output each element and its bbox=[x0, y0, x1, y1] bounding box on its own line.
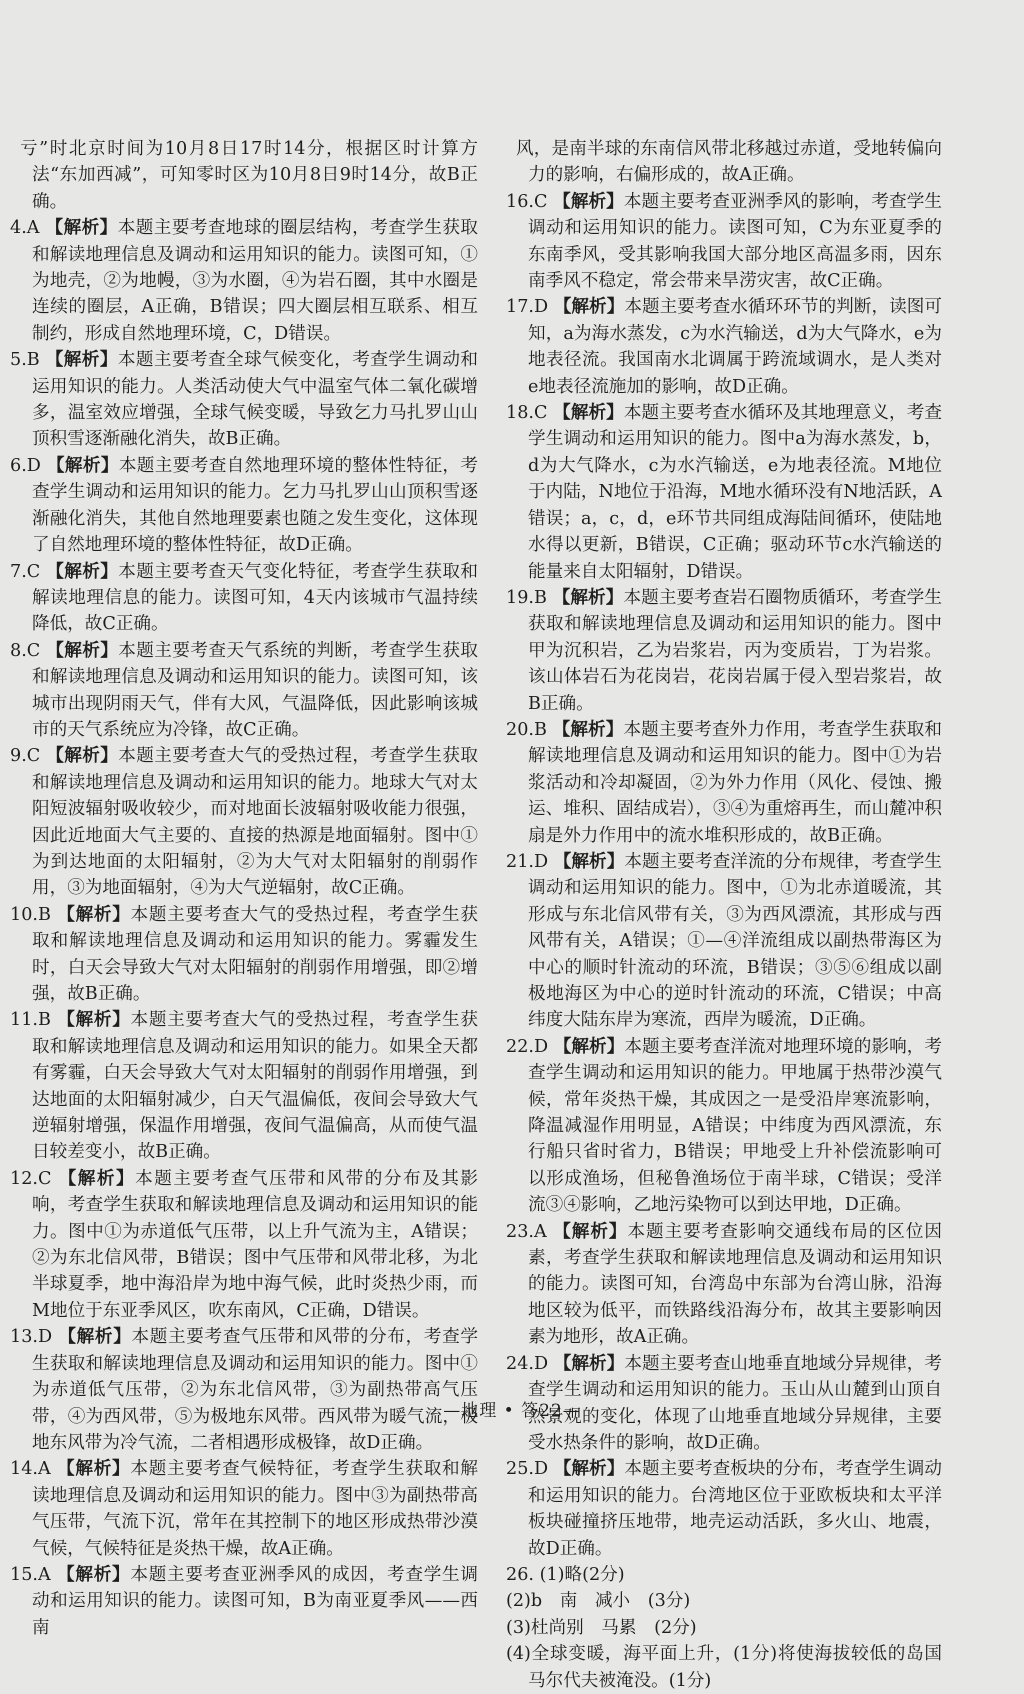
analysis-tag: 【解析】 bbox=[553, 1352, 625, 1374]
answer-text: 本题主要考查水循环及其地理意义，考查学生调动和运用知识的能力。图中a为海水蒸发，b，d为大气降水，c为水汽输送，e为地表径流。M地位于内陆，N地位于沿海，M地水循环没有N地活跃，A错误；a，c，d，e环节共同组成海陆间循环，使陆地水得以更新，B错误，C正确；驱动环节c水汽输送的能量来自太阳辐射，D错误。 bbox=[528, 403, 942, 582]
answer-item bbox=[506, 136, 942, 189]
analysis-tag: 【解析】 bbox=[46, 454, 119, 476]
answer-item bbox=[10, 1324, 478, 1456]
answer-number: 26. bbox=[506, 1564, 534, 1585]
analysis-tag: 【解析】 bbox=[58, 1326, 132, 1348]
answer-number: 5.B bbox=[10, 350, 40, 371]
answer-text: 本题主要考查气压带和风带的分布，考查学生获取和解读地理信息及调动和运用知识的能力。图中①为赤道低气压带，②为东北信风带，③为副热带高气压带，④为西风带，⑤为极地东风带。西风带为暖气流，极地东风带为冷气流，二者相遇形成极锋，故D正确。 bbox=[32, 1327, 478, 1453]
answer-number: 24.D bbox=[506, 1353, 549, 1374]
answer-number: 16.C bbox=[506, 191, 548, 212]
answer-item bbox=[10, 347, 478, 453]
answer-item bbox=[506, 717, 942, 849]
answer-text: 本题主要考查水循环环节的判断，读图可知，a为海水蒸发，c为水汽输送，d为大气降水，e为地表径流。我国南水北调属于跨流域调水，是人类对e地表径流施加的影响，故D正确。 bbox=[528, 297, 942, 397]
analysis-tag: 【解析】 bbox=[46, 745, 119, 767]
answer-item bbox=[506, 1034, 942, 1219]
answer-item bbox=[506, 849, 942, 1034]
answer-text: 本题主要考查全球气候变化，考查学生调动和运用知识的能力。人类活动使大气中温室气体二氧化碳增多，温室效应增强，全球气候变暖，导致乞力马扎罗山山顶积雪逐渐融化消失，故B正确。 bbox=[32, 350, 478, 450]
answer-text: 本题主要考查气候特征，考查学生获取和解读地理信息及调动和运用知识的能力。图中③为副热带高气压带，气流下沉，常年在其控制下的地区形成热带沙漠气候，气候特征是炎热干燥，故A正确。 bbox=[32, 1459, 478, 1559]
answer-item bbox=[10, 1456, 478, 1562]
analysis-tag: 【解析】 bbox=[553, 296, 625, 318]
answer-text: 本题主要考查亚洲季风的成因，考查学生调动和运用知识的能力。读图可知，B为南亚夏季风——西南 bbox=[32, 1564, 478, 1638]
answer-text: 本题主要考查影响交通线布局的区位因素，考查学生获取和解读地理信息及调动和运用知识的能力。读图可知，台湾岛中东部为台湾山脉，沿海地区较为低平，而铁路线沿海分布，故其主要影响因素为地形，故A正确。 bbox=[528, 1221, 942, 1348]
analysis-tag: 【解析】 bbox=[57, 1563, 131, 1585]
answer-item bbox=[10, 1562, 478, 1641]
analysis-tag: 【解析】 bbox=[553, 190, 624, 212]
answer-text: 本题主要考查地球的圈层结构，考查学生获取和解读地理信息及调动和运用知识的能力。读图可知，①为地壳，②为地幔，③为水圈，④为岩石圈，其中水圈是连续的圈层，A正确，B错误；四大圈层相互联系、相互制约，形成自然地理环境，C，D错误。 bbox=[32, 218, 478, 344]
answer-item bbox=[10, 1007, 478, 1165]
answer-item bbox=[506, 294, 942, 400]
answer-text: 本题主要考查自然地理环境的整体性特征，考查学生调动和运用知识的能力。乞力马扎罗山山顶积雪逐渐融化消失，其他自然地理要素也随之发生变化，这体现了自然地理环境的整体性特征，故D正确。 bbox=[32, 455, 478, 556]
answer-text: 本题主要考查亚洲季风的影响，考查学生调动和运用知识的能力。读图可知，C为东亚夏季的东南季风，受其影响我国大部分地区高温多雨，因东南季风不稳定，常会带来旱涝灾害，故C正确。 bbox=[528, 191, 942, 292]
analysis-tag: 【解析】 bbox=[553, 1035, 625, 1057]
answer-item bbox=[506, 1456, 942, 1562]
analysis-tag: 【解析】 bbox=[553, 850, 625, 872]
answer-number: 15.A bbox=[10, 1564, 51, 1585]
answer-text: (3)杜尚别 马累 (2分) bbox=[506, 1617, 697, 1638]
answer-number: 12.C bbox=[10, 1168, 52, 1189]
answer-item bbox=[506, 1615, 942, 1641]
answer-number: 14.A bbox=[10, 1459, 51, 1480]
answer-number: 11.B bbox=[10, 1010, 51, 1031]
answer-number: 21.D bbox=[506, 851, 549, 872]
answer-item bbox=[10, 559, 478, 638]
answer-item bbox=[10, 902, 478, 1008]
analysis-tag: 【解析】 bbox=[552, 586, 624, 608]
answer-item bbox=[506, 1219, 942, 1351]
answer-text: 本题主要考查板块的分布，考查学生调动和运用知识的能力。台湾地区位于亚欧板块和太平洋板块碰撞挤压地带，地壳运动活跃，多火山、地震，故D正确。 bbox=[528, 1459, 942, 1559]
answer-text: 本题主要考查洋流的分布规律，考查学生调动和运用知识的能力。图中，①为北赤道暖流，其形成与东北信风带有关，③为西风漂流，其形成与西风带有关，A错误；①—④洋流组成以副热带海区为中心的顺时针流动的环流，B错误；③⑤⑥组成以副极地海区为中心的逆时针流动的环流，C错误；中高纬度大陆东岸为寒流，西岸为暖流，D正确。 bbox=[528, 851, 942, 1031]
analysis-tag: 【解析】 bbox=[58, 1167, 136, 1189]
answer-text: 亏”时北京时间为10月8日17时14分，根据区时计算方法“东加西减”，可知零时区为10月8日9时14分，故B正确。 bbox=[20, 139, 478, 212]
answer-item bbox=[506, 585, 942, 717]
answer-item bbox=[10, 743, 478, 901]
analysis-tag: 【解析】 bbox=[552, 718, 624, 740]
analysis-tag: 【解析】 bbox=[57, 1009, 131, 1031]
answer-number: 19.B bbox=[506, 587, 547, 608]
answer-text: 本题主要考查天气变化特征，考查学生获取和解读地理信息的能力。读图可知，4天内该城市气温持续降低，故C正确。 bbox=[32, 561, 478, 635]
answer-text: 本题主要考查气压带和风带的分布及其影响，考查学生获取和解读地理信息及调动和运用知识的能力。图中①为赤道低气压带，以上升气流为主，A错误；②为东北信风带，B错误；图中气压带和风带北移，为北半球夏季，地中海沿岸为地中海气候，此时炎热少雨，而M地位于东亚季风区，吹东南风，C正确，D错误。 bbox=[32, 1168, 478, 1321]
answer-text: 风，是南半球的东南信风带北移越过赤道，受地转偏向力的影响，右偏形成的，故A正确。 bbox=[516, 139, 942, 186]
answer-number: 13.D bbox=[10, 1327, 53, 1348]
analysis-tag: 【解析】 bbox=[46, 560, 119, 582]
answer-number: 4.A bbox=[10, 218, 40, 239]
analysis-tag: 【解析】 bbox=[45, 217, 118, 239]
analysis-tag: 【解析】 bbox=[46, 639, 119, 661]
answer-item bbox=[10, 215, 478, 347]
answer-number: 7.C bbox=[10, 561, 41, 582]
answer-number: 17.D bbox=[506, 297, 549, 318]
answer-item bbox=[506, 1641, 942, 1694]
answer-text: 本题主要考查大气的受热过程，考查学生获取和解读地理信息及调动和运用知识的能力。地球大气对太阳短波辐射吸收较少，而对地面长波辐射吸收能力很强，因此近地面大气主要的、直接的热源是地面辐射。图中①为到达地面的太阳辐射，②为大气对太阳辐射的削弱作用，③为地面辐射，④为大气逆辐射，故C正确。 bbox=[32, 746, 478, 899]
analysis-tag: 【解析】 bbox=[45, 349, 118, 371]
answer-number: 25.D bbox=[506, 1459, 549, 1480]
answer-number: 8.C bbox=[10, 640, 41, 661]
answer-number: 10.B bbox=[10, 904, 51, 925]
answer-number: 23.A bbox=[506, 1221, 547, 1242]
answer-text: (1)略(2分) bbox=[539, 1564, 625, 1585]
answer-text: 本题主要考查山地垂直地域分异规律，考查学生调动和运用知识的能力。玉山从山麓到山顶自然景观的变化，体现了山地垂直地域分异规律，主要受水热条件的影响，故D正确。 bbox=[528, 1353, 942, 1453]
answer-number: 6.D bbox=[10, 455, 41, 476]
answer-text: 本题主要考查外力作用，考查学生获取和解读地理信息及调动和运用知识的能力。图中①为岩浆活动和冷却凝固，②为外力作用（风化、侵蚀、搬运、堆积、固结成岩），③④为重熔再生，而山麓冲积扇是外力作用中的流水堆积形成的，故B正确。 bbox=[528, 719, 942, 846]
answer-number: 22.D bbox=[506, 1036, 549, 1057]
answer-item bbox=[506, 189, 942, 295]
answer-text: 本题主要考查洋流对地理环境的影响，考查学生调动和运用知识的能力。甲地属于热带沙漠气候，常年炎热干燥，其成因之一是受沿岸寒流影响，降温减湿作用明显，A错误；中纬度为西风漂流，东行船只省时省力，B错误；甲地受上升补偿流影响可以形成渔场，但秘鲁渔场位于南半球，C错误；受洋流③④影响，乙地污染物可以到达甲地，D正确。 bbox=[528, 1036, 942, 1216]
analysis-tag: 【解析】 bbox=[553, 1220, 628, 1242]
answer-text: (2)b 南 减小 (3分) bbox=[506, 1591, 691, 1612]
answer-item bbox=[506, 1588, 942, 1614]
answer-item bbox=[506, 1562, 942, 1588]
analysis-tag: 【解析】 bbox=[553, 1458, 625, 1480]
answer-text: (4)全球变暖，海平面上升，(1分)将使海拔较低的岛国马尔代夫被淹没。(1分) bbox=[506, 1644, 942, 1691]
answer-number: 20.B bbox=[506, 719, 547, 740]
answer-text: 本题主要考查大气的受热过程，考查学生获取和解读地理信息及调动和运用知识的能力。如果全天都有雾霾，白天会导致大气对太阳辐射的削弱作用增强，到达地面的太阳辐射减少，白天气温偏低，夜间会导致大气逆辐射增强，保温作用增强，夜间气温偏高，从而使气温日较差变小，故B正确。 bbox=[32, 1010, 478, 1163]
answer-item bbox=[10, 638, 478, 744]
answer-number: 18.C bbox=[506, 403, 548, 424]
answer-text: 本题主要考查岩石圈物质循环，考查学生获取和解读地理信息及调动和运用知识的能力。图中甲为沉积岩，乙为岩浆岩，丙为变质岩，丁为岩浆。该山体岩石为花岗岩，花岗岩属于侵入型岩浆岩，故B正确。 bbox=[528, 587, 942, 714]
answer-item bbox=[10, 1166, 478, 1324]
page-footer: —地理 • 答22— bbox=[443, 1401, 581, 1421]
analysis-tag: 【解析】 bbox=[57, 903, 131, 925]
answer-number: 9.C bbox=[10, 746, 41, 767]
analysis-tag: 【解析】 bbox=[553, 402, 624, 424]
right-column bbox=[506, 136, 942, 1694]
answer-item bbox=[506, 400, 942, 585]
answer-text: 本题主要考查天气系统的判断，考查学生获取和解读地理信息及调动和运用知识的能力。读图可知，该城市出现阴雨天气，伴有大风，气温降低，因此影响该城市的天气系统应为冷锋，故C正确。 bbox=[32, 640, 478, 740]
answer-item bbox=[10, 136, 478, 215]
analysis-tag: 【解析】 bbox=[57, 1458, 131, 1480]
answer-item bbox=[10, 453, 478, 559]
answer-text: 本题主要考查大气的受热过程，考查学生获取和解读地理信息及调动和运用知识的能力。雾霾发生时，白天会导致大气对太阳辐射的削弱作用增强，即②增强，故B正确。 bbox=[32, 904, 478, 1004]
